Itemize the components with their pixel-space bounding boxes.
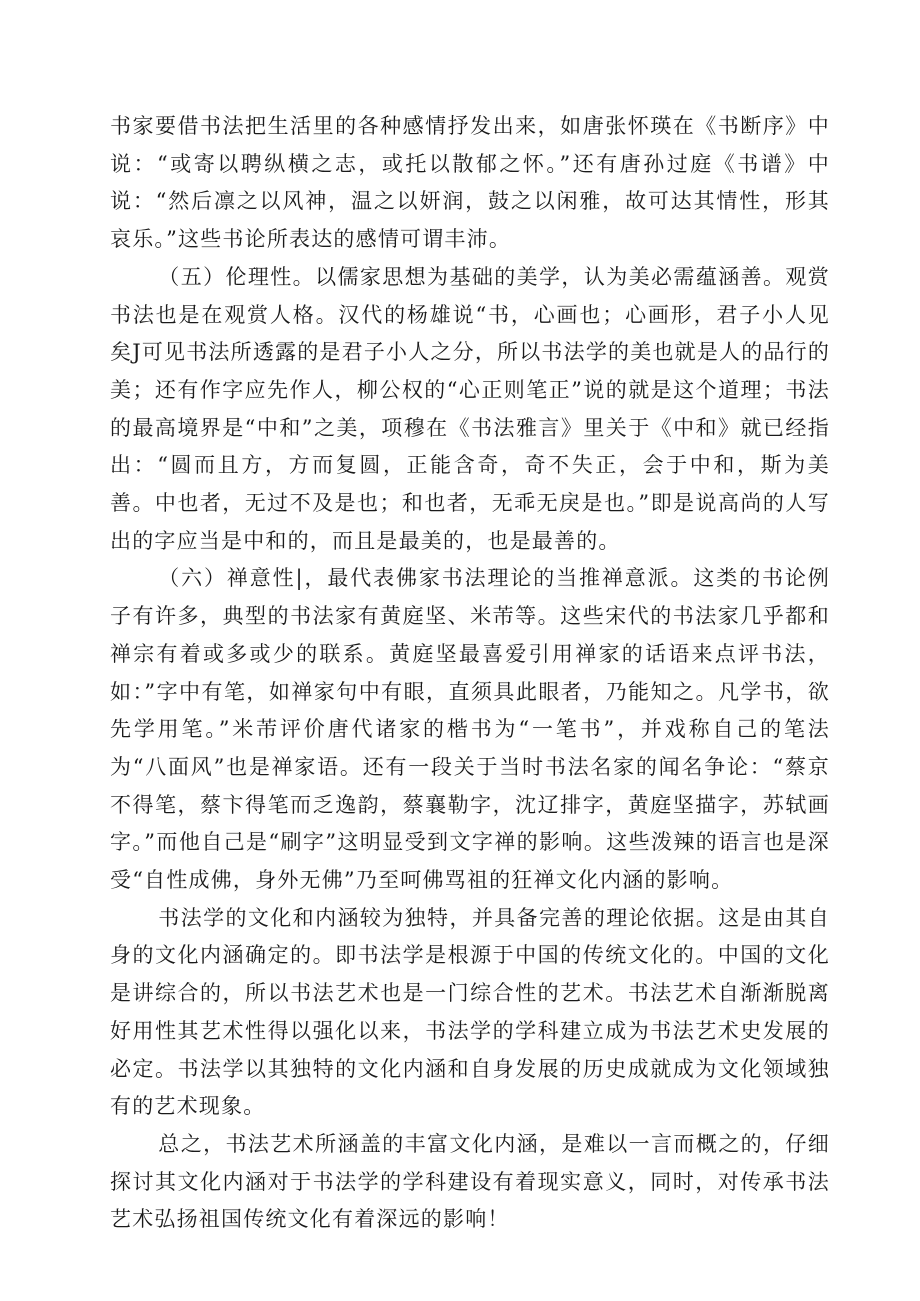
paragraph-emotion: 书家要借书法把生活里的各种感情抒发出来，如唐张怀瑛在《书断序》中说：“或寄以聘纵横之志，或托以散郁之怀。”还有唐孙过庭《书谱》中说：“然后凛之以风神，温之以妍润，鼓之以闲雅，故可达其情性，形其哀乐。”这些书论所表达的感情可谓丰沛。: [110, 114, 830, 252]
paragraph-culture: 书法学的文化和内涵较为独特，并具备完善的理论依据。这是由其自身的文化内涵确定的。即书法学是根源于中国的传统文化的。中国的文化是讲综合的，所以书法艺术也是一门综合性的艺术。书法艺术自渐渐脱离好用性其艺术性得以强化以来，书法学的学科建立成为书法艺术史发展的必定。书法学以其独特的文化内涵和自身发展的历史成就成为文化领域独有的艺术现象。: [110, 905, 830, 1119]
paragraph-zen: （六）禅意性|，最代表佛家书法理论的当推禅意派。这类的书论例子有许多，典型的书法家有黄庭坚、米芾等。这些宋代的书法家几乎都和禅宗有着或多或少的联系。黄庭坚最喜爱引用禅家的话语来点评书法，如：”字中有笔，如禅家句中有眼，直须具此眼者，乃能知之。凡学书，欲先学用笔。”米芾评价唐代诸家的楷书为“一笔书”，并戏称自己的笔法为“八面风”也是禅家语。还有一段关于当时书法名家的闻名争论：“蔡京不得笔，蔡卞得笔而乏逸韵，蔡襄勒字，沈辽排字，黄庭坚描字，苏轼画字。”而他自己是“刷字”这明显受到文字禅的影响。这些泼辣的语言也是深受“自性成佛，身外无佛”乃至呵佛骂祖的狂禅文化内涵的影响。: [110, 566, 830, 893]
paragraph-conclusion: 总之，书法艺术所涵盖的丰富文化内涵，是难以一言而概之的，仔细探讨其文化内涵对于书法学的学科建设有着现实意义，同时，对传承书法艺术弘扬祖国传统文化有着深远的影响！: [110, 1131, 830, 1232]
paragraph-ethics: （五）伦理性。以儒家思想为基础的美学，认为美必需蕴涵善。观赏书法也是在观赏人格。汉代的杨雄说“书，心画也；心画形，君子小人见矣J可见书法所透露的是君子小人之分，所以书法学的美也就是人的品行的美；还有作字应先作人，柳公权的“心正则笔正”说的就是这个道理；书法的最高境界是“中和”之美，项穆在《书法雅言》里关于《中和》就已经指出：“圆而且方，方而复圆，正能含奇，奇不失正，会于中和，斯为美善。中也者，无过不及是也；和也者，无乖无戾是也。”即是说高尚的人写出的字应当是中和的，而且是最美的，也是最善的。: [110, 264, 831, 553]
body-text: [110, 108, 830, 1239]
